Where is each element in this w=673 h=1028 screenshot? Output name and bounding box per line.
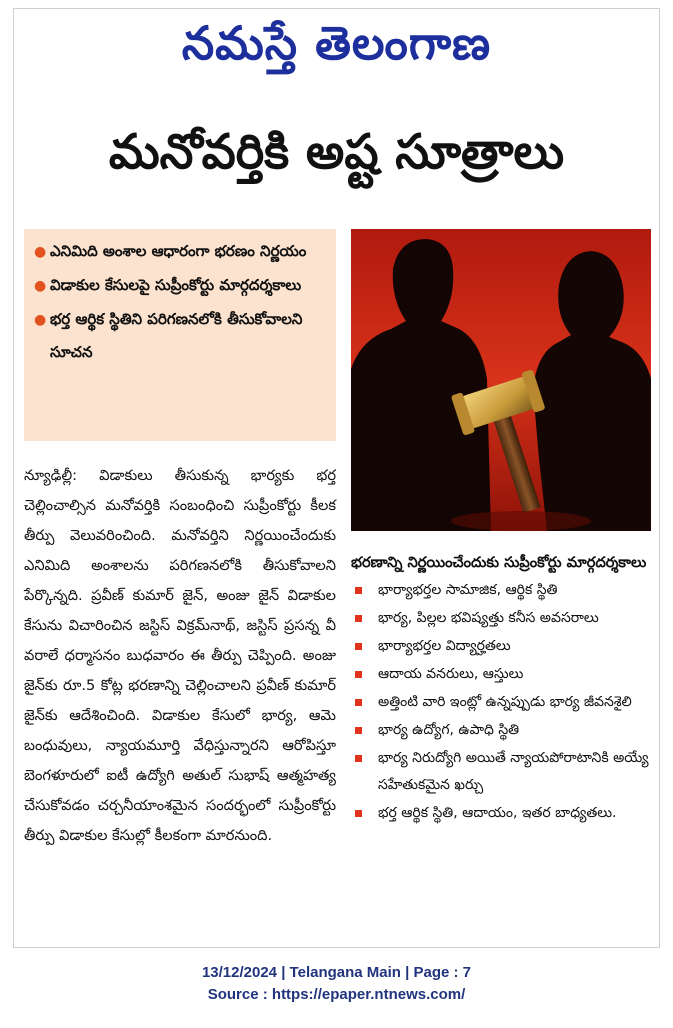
guideline-text: భార్య ఉద్యోగ, ఉపాధి స్థితి	[378, 722, 520, 738]
couple-gavel-photo	[351, 229, 651, 531]
bullet-icon: ●	[34, 244, 47, 260]
guideline-item	[351, 745, 651, 799]
highlight-text: భర్త ఆర్థిక స్థితిని పరిగణనలోకి తీసుకోవాలని సూచన	[50, 310, 303, 361]
article-headline: మనోవర్తికి అష్ట సూత్రాలు	[108, 124, 565, 180]
guideline-item	[351, 800, 651, 827]
square-bullet-icon	[355, 671, 362, 678]
clipping-frame	[13, 8, 660, 948]
newspaper-masthead: నమస్తే తెలంగాణ	[181, 16, 492, 70]
guideline-item	[351, 689, 651, 716]
square-bullet-icon	[355, 755, 362, 762]
highlight-item	[34, 269, 326, 303]
guideline-text: భార్య, పిల్లల భవిష్యత్తు కనీస అవసరాలు	[378, 610, 599, 626]
guideline-text: ఆదాయ వనరులు, ఆస్తులు	[378, 666, 524, 682]
source-link[interactable]: Source : https://epaper.ntnews.com/	[207, 986, 466, 1003]
guideline-text: భార్య నిరుద్యోగి అయితే న్యాయపోరాటానికి అయ్యే సహేతుకమైన ఖర్చు	[378, 750, 649, 793]
highlight-item	[34, 303, 326, 369]
guideline-item	[351, 633, 651, 660]
article-body: న్యూఢిల్లీ: విడాకులు తీసుకున్న భార్యకు భర్త చెల్లించాల్సిన మనోవర్తికి సంబంధించి సుప్రీంకోర్టు కీలక తీర్పు వెలువరించింది. మనోవర్తిని నిర్ణయించేందుకు ఎనిమిది అంశాలను పరిగణనలోకి తీసుకోవాలని పేర్కొన్నది. ప్రవీణ్ కుమార్ జైన్, అంజు జైన్ విడాకుల కేసును విచారించిన జస్టిస్ విక్రమ్‌నాథ్, జస్టిస్ ప్రసన్న వీ వరాలే ధర్మాసనం బుధవారం ఈ తీర్పు చెప్పింది. అంజు జైన్‌కు రూ.5 కోట్ల భరణాన్ని చెల్లించాలని ప్రవీణ్ కుమార్ జైన్‌కు ఆదేశించింది. విడాకుల కేసులో భార్య, ఆమె బంధువులు, న్యాయమూర్తి వేధిస్తున్నారని ఆరోపిస్తూ బెంగళూరులో ఐటీ ఉద్యోగి అతుల్ సుభాష్ ఆత్మహత్య చేసుకోవడం చర్చనీయాంశమైన సందర్భంలో సుప్రీంకోర్టు తీర్పు విడాకుల కేసుల్లో కీలకంగా మారనుంది.	[24, 467, 336, 844]
square-bullet-icon	[355, 810, 362, 817]
square-bullet-icon	[355, 727, 362, 734]
square-bullet-icon	[355, 699, 362, 706]
guideline-item	[351, 661, 651, 688]
highlight-item	[34, 235, 326, 269]
guidelines-title: భరణాన్ని నిర్ణయించేందుకు సుప్రీంకోర్టు మార్గదర్శకాలు	[351, 554, 647, 571]
guideline-text: భార్యాభర్తల విద్యార్హతలు	[378, 638, 511, 654]
guideline-item	[351, 577, 651, 604]
square-bullet-icon	[355, 643, 362, 650]
guideline-item	[351, 605, 651, 632]
highlight-text: ఎనిమిది అంశాల ఆధారంగా భరణం నిర్ణయం	[50, 242, 307, 260]
edition-info: 13/12/2024 | Telangana Main | Page : 7	[201, 964, 472, 981]
highlight-text: విడాకుల కేసులపై సుప్రీంకోర్టు మార్గదర్శకాలు	[50, 276, 302, 294]
guideline-item	[351, 717, 651, 744]
guideline-text: అత్తింటి వారి ఇంట్లో ఉన్నప్పుడు భార్య జీవనశైలి	[378, 694, 632, 710]
highlights-box	[24, 229, 336, 441]
square-bullet-icon	[355, 615, 362, 622]
guideline-text: భార్యాభర్తల సామాజిక, ఆర్థిక స్థితి	[378, 582, 558, 598]
source-footer	[0, 962, 673, 1006]
bullet-icon: ●	[34, 312, 47, 328]
guidelines-box	[351, 549, 651, 827]
couple-gavel-illustration	[351, 229, 651, 531]
bullet-icon: ●	[34, 278, 47, 294]
square-bullet-icon	[355, 587, 362, 594]
guideline-text: భర్త ఆర్థిక స్థితి, ఆదాయం, ఇతర బాధ్యతలు.	[378, 805, 617, 821]
